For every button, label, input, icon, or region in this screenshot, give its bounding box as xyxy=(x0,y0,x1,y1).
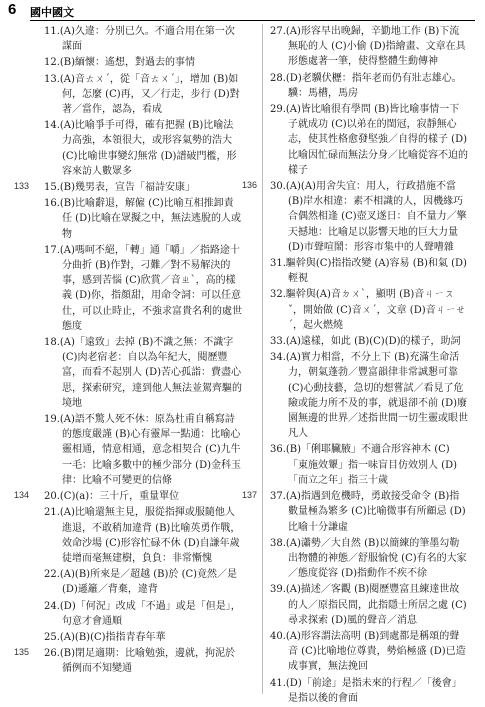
answer-item: 25.(A)(B)(C)指指青春年華 xyxy=(44,631,166,643)
answer-item: 20.(C)(a)：三十斤，重量單位 xyxy=(44,491,180,503)
answer-item: 27.(A)形容早出晚歸，辛勤地工作 (B)下流無恥的人 (C)小偷 (D)指繪畫、文章在具形態處著一筆，使得整體生動傳神 xyxy=(270,26,466,68)
answer-item: 40.(A)形容謂法高明 (B)到處都是稱頌的聲音 (C)比喻地位尊貴，勢焰極盛 (D)已造成事實，無法挽回 xyxy=(270,630,466,673)
answer-item: 39.(A)描述／客觀 (B)閱歷豐富且練達世故的人／原指民間，此指隱士所居之處 (C)尋求探索 (D)風的聲音／消息 xyxy=(270,584,467,626)
answer-item: 13.(A)音ㄊㄨˊ，從「音ㄊㄨˊ」，增加 (B)如何，怎麼 (C)再，又／行走，步行 (D)對著／當作，認為，看成 xyxy=(44,73,240,116)
page-number: 6 xyxy=(8,1,17,18)
answer-item: 33.(A)遠樣，如此 (B)(C)(D)的樣子，助詞 xyxy=(270,336,461,348)
answer-item: 38.(A)瀟勢／大自然 (B)以簡練的筆墨勾勒出物體的神態／舒服愉悅 (C)有名的大家／態度從容 (D)指動作不疾不徐 xyxy=(270,537,467,580)
answer-item: 22.(A)(B)所來是／超越 (B)於 (C)竟然／是 (D)遜籬／背棄，違背 xyxy=(44,569,238,596)
left-column xyxy=(44,24,242,678)
page-header xyxy=(0,0,485,22)
answer-item: 37.(A)指遇到危機時，勇敢接受命令 (B)指數量極為繁多 (C)比喻微事有所顧忌 (D)比喻十分謙虛 xyxy=(270,491,466,533)
answer-item: 26.(B)閉足適期：比喻勉強，邊就，拘泥於循例而不知變通 xyxy=(44,648,236,675)
line-number: 135 xyxy=(14,647,30,658)
answer-item: 36.(B)「俐耶臟腋」不適合形容神木 (C)「東施效顰」指一味盲目仿效別人 (D)「而立之年」指三十歲 xyxy=(270,444,457,486)
answer-item: 34.(A)實力相當，不分上下 (B)充滿生命活力，朝氣蓬勃／豐富韻律非常誠懇可靠 (C)心動技藝，急切的想嘗試／看見了危險或能力所不及的事，就退卻不前 (D)廢園無邊的世界／述指世間一切生靈或眼世凡人 xyxy=(270,352,468,440)
answer-item: 29.(A)皆比喻很有學問 (B)皆比喻事情一下子就成功 (C)以弟在的閨冠，寂靜無心志，使其性格愈發堅強／自得的樣子 (D)比喻因忙碌而無法分身／比喻從容不迫的樣子 xyxy=(270,104,468,176)
answer-item: 12.(B)緬懷：遙想，對過去的事情 xyxy=(44,57,196,69)
answer-item: 15.(B)幾男表，宣告「福詩安康」 xyxy=(44,182,196,194)
header-rule xyxy=(30,20,475,21)
answer-item: 16.(B)比喻辭退，解僱 (C)比喻互相推卸責任 (D)比喻在眾擬之中，無法逃脫的人或物 xyxy=(44,198,241,240)
answer-item: 21.(A)比喻還無主見，服從指揮或服隨他人進退，不敢稍加違背 (B)比喻英勇作戰，效命沙場 (C)形容忙碌不休 (D)自謙年歲徒增而毫無建樹，負負：非常慚愧 xyxy=(44,507,241,564)
right-column xyxy=(270,24,468,707)
answer-item: 31.驅幹與(C)指指改變 (A)容易 (B)和氣 (D)輕視 xyxy=(270,258,467,285)
line-number: 133 xyxy=(14,181,30,192)
answer-item: 28.(D)老驥伏櫪：指年老而仍有壯志雄心。驥：馬槽，馬房 xyxy=(270,72,462,99)
answer-item: 30.(A)(A)用舍失宜：用人，行政措施不當 (B)岸水相違：素不相識的人，因機緣巧合偶然相逢 (C)壺叉遂日：自不量力／擎天撼地：比喻足以影響天地的巨大力量 (D)市聲喧鬧：形容市集中的人聲嘈雜 xyxy=(270,181,467,253)
answer-item: 17.(A)嗎呵不絕，「轉」通「嚼」／指路途十分曲折 (B)作對，刁難／對不易解決的事，感到苦惱 (C)欣賞／音ㄓˋ，高的樣義 (D)你，指顏甜，用命令詞：可以任意仕，可以止時止，不強求富貴名利的處世態度 xyxy=(44,244,242,332)
answer-item: 41.(D)「前途」是指未來的行程／「後會」是指以後的會面 xyxy=(270,677,462,704)
column-divider xyxy=(262,24,263,694)
answer-item: 24.(D)「何況」改成「不過」或是「但是」，句意才會通順 xyxy=(44,600,241,627)
line-number: 134 xyxy=(14,490,30,501)
answer-item: 32.驅幹與(A)音ㄉㄨˋ，顯明 (B)音ㄐㄧㄡˇ，開始做 (C)音ㄨˊ，文章 (D)音ㄐㄧㄝˊ，起火燃燒 xyxy=(270,289,466,331)
answer-item: 11.(A)久違：分別已久。不適合用在第一次謀面 xyxy=(44,26,235,53)
line-number: 136 xyxy=(242,180,258,191)
answer-item: 18.(A)「遠致」去掉 (B)不識之無：不識字 (C)肉老宿老：自以為年紀大，閱歷豐富，而看不起別人 (D)苦心孤詣：費盡心思，探索研究，達到他人無法並駕齊驅的境地 xyxy=(44,337,242,409)
answer-item: 19.(A)語不驚人死不休：原為杜甫自稱寫詩的態度嚴謹 (B)心有靈犀一點通：比喻心靈相通，情意相通，意念相契合 (C)九牛一毛：比喻多數中的極少部分 (D)金科玉律：比喻不可變更的信條 xyxy=(44,414,241,486)
answer-item: 14.(A)比喻爭手可得，確有把握 (B)比喻法力高強，本領很大，或形容氣勢的浩大 (C)比喻世事變幻無常 (D)譜破門檻，形容來訪人數眾多 xyxy=(44,120,237,177)
line-number: 137 xyxy=(242,490,258,501)
page-title: 國中國文 xyxy=(30,7,74,19)
